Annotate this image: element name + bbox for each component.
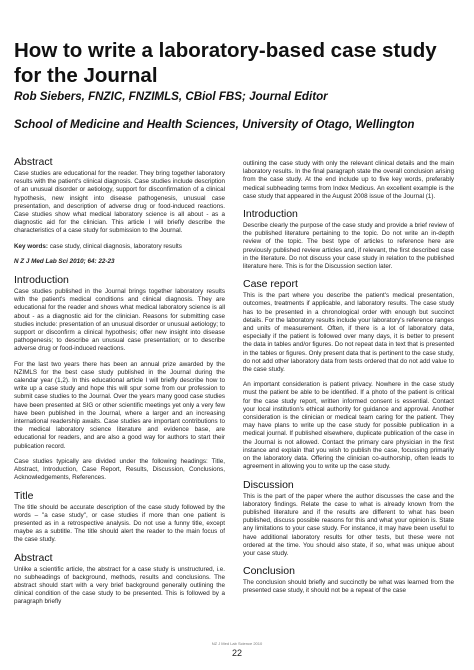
citation: N Z J Med Lab Sci 2010; 64: 22-23 [14,257,115,265]
intro-guidance-text: Describe clearly the purpose of the case study and provide a brief review of the published literature pertaining to the topic. Do not write an in-depth review of the topic. The best type of articles to reference here are previously published review articles and, if relevant, the first described case in the literature. Do not discuss your case study in relation to the published literature here. This is for the Discussion section later. [243,222,454,271]
discussion-text: This is the part of the paper where the author discusses the case and the laboratory findings. Relate the case to what is already known from the published literature and if the results are different to what has been published, discuss possible reasons for this and what your opinion is. State any limitations to your case study. For instance, it may have been useful to have additional laboratory results for other tests, but these were not ordered at the time. You should also state, if so, what was unique about your case study. [243,492,454,557]
conclusion-heading: Conclusion [243,565,295,578]
discussion-heading: Discussion [243,478,294,491]
title-section-text: The title should be accurate description of the case study followed by the words – "a case study", or case studies if more than one patient is presented as in a retrospective analysis. Do not use a funny title, except maybe as a subtitle. The title should alert the reader to the main focus of the case study. [14,503,225,544]
abstract-text: Case studies are educational for the reader. They bring together laboratory results with the patient's clinical diagnosis. Case studies include description of an unusual disorder or aetiology, support for disconfirmation of a clinical hypothesis, new insight into disease pathogenesis, unusual case presentation, and description of adverse drug or food-induced reactions. Case studies show what medical laboratory science is all about - as a diagnostic aid for the clinician. This article I will briefly describe the characteristics of a case study for submission to the Journal. [14,170,225,235]
keywords [14,243,225,251]
case-report-paragraph-2: An important consideration is patient privacy. Nowhere in the case study must the patient be able to be identified. If a photo of the patient is critical for the case study report, written informed consent is essential. Contact your local institution's ethical authority for guidance and approval. Another consideration is the clinician or medical team caring for the patient. They may have plans to write up the case study for possible publication in a medical journal. If published elsewhere, duplicate publication of the case in the Journal is not allowed. Contact the primary care physician in the first instance and explain that you wish to publish the case, focussing primarily on the laboratory data. Offering the clinician co-authorship, often leads to agreement in allowing you to write up the case study. [243,381,454,471]
abstract-section-heading: Abstract [14,551,53,564]
introduction-heading: Introduction [14,274,69,287]
case-report-paragraph-1: This is the part where you describe the patient's medical presentation, outcomes, treatments if applicable, and laboratory results. The case study has to be presented in a chronological order with enough but succinct details. For the laboratory results include your laboratory's reference ranges and units of measurement. Often, if there is a lot of laboratory data, especially if the patient is followed over many days, it is better to present the data in tables and/or figures. Do not repeat data in text that is presented in the tables or figures. Only present data that is pertinent to the case study, do not add other laboratory data from tests ordered that do not add value to the case study. [243,292,454,374]
journal-footer: NZ J Med Lab Science 2010 [211,641,263,646]
keywords-label: Key words: [14,242,48,250]
affiliation-line: School of Medicine and Health Sciences, University of Otago, Wellington [14,118,415,131]
page-number: 22 [231,648,242,658]
right-column [243,160,454,603]
article-title: How to write a laboratory-based case study for the Journal [14,39,437,87]
author-line: Rob Siebers, FNZIC, FNZIMLS, CBiol FBS; Journal Editor [14,90,328,103]
abstract-heading: Abstract [14,156,53,168]
abstract-section-text: Unlike a scientific article, the abstract for a case study is unstructured, i.e. no subheadings of background, methods, results and conclusions. The abstract should start with a very brief background generally outlining the clinical condition of the case study to be presented. This is followed by a paragraph briefly [14,565,225,606]
introduction-paragraph-3: Case studies typically are divided under the following headings: Title, Abstract, Introduction, Case Report, Results, Discussion, Conclusions, Acknowledgements, References. [14,457,225,482]
title-section-heading: Title [14,489,34,502]
left-column [14,156,225,614]
conclusion-text: The conclusion should briefly and succinctly be what was learned from the presented case study, it should not be a repeat of the case [243,579,454,595]
introduction-paragraph-1: Case studies published in the Journal brings together laboratory results with the patient's medical conditions and clinical diagnosis. They are educational for the reader and shows what medical laboratory science is all about - as a diagnostic aid for the clinician. Reasons for submitting case studies include: presentation of an unusual disorder or unusual aetiology; to support or disconfirm a clinical hypothesis; offer new insight into disease pathogenesis; to describe an unusual case presentation; or to describe adverse drug or food-induced reactions. [14,288,225,353]
introduction-paragraph-2: For the last two years there has been an annual prize awarded by the NZIMLS for the best case study published in the Journal during the calendar year (1,2). In this educational article I will briefly describe how to write up a case study and hope this will spur some from our profession to submit case studies to the Journal. Over the years many good case studies have been presented at SIG or other scientific meetings yet only a very few have been published in the Journal, where a larger and an increasing international readership awaits. Case studies are important contributions to the medical laboratory science literature and evidence base, are educational for readers, and are also a good way for authors to start their publication record. [14,360,225,450]
continued-text: outlining the case study with only the relevant clinical details and the main laboratory results. In the final paragraph state the overall conclusion arising from the case study. At the end include up to five key words, preferably medical subheading terms from Index Medicus. An excellent example is the case study that appeared in the August 2008 issue of the Journal (1). [243,160,454,200]
case-report-heading: Case report [243,278,298,291]
intro-guidance-heading: Introduction [243,208,298,221]
keywords-text: case study, clinical diagnosis, laboratory results [49,242,182,250]
